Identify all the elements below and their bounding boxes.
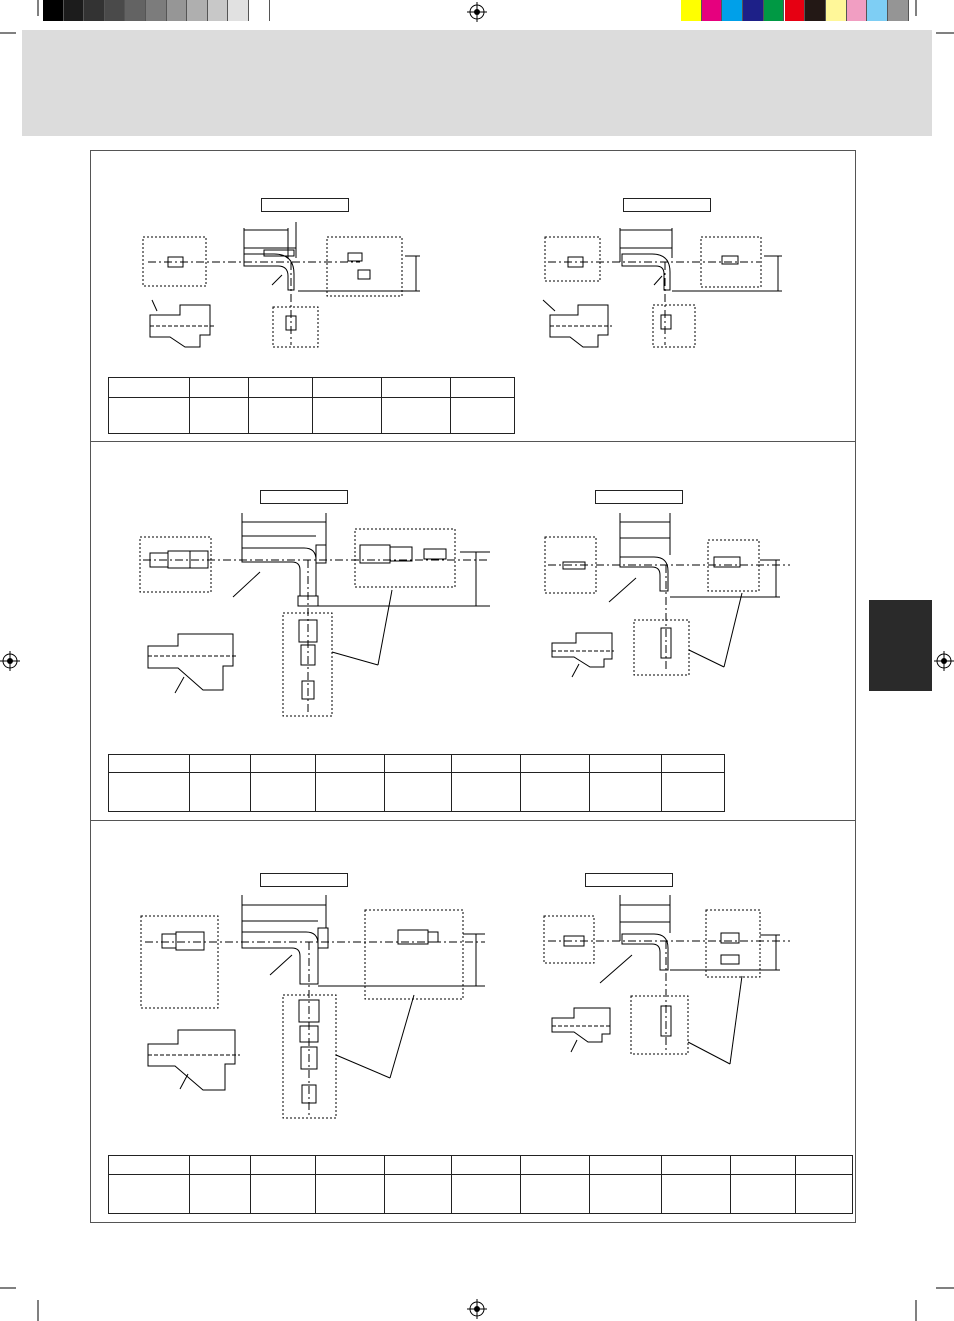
diagram-3a xyxy=(141,895,485,1118)
diagram-1a xyxy=(143,222,420,347)
diagram-2a xyxy=(140,513,490,716)
diagram-1b xyxy=(543,228,782,347)
diagram-2b xyxy=(545,513,790,677)
diagram-3b xyxy=(544,895,790,1064)
registration-mark-icon xyxy=(0,2,954,1319)
